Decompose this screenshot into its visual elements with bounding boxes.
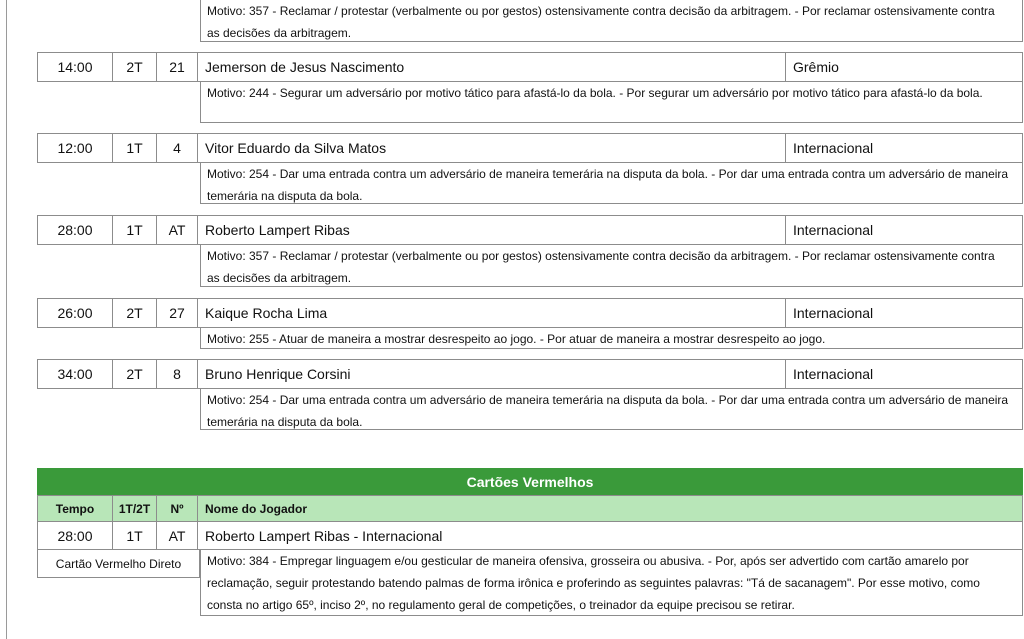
column-header-player: Nome do Jogador: [205, 501, 308, 516]
card-motivo: Motivo: 254 - Dar uma entrada contra um adversário de maneira temerária na disputa da bola. - Por dar uma entrada contra um adversário de maneira temerária na disputa da bola.: [200, 389, 1023, 430]
red-card-motivo: Motivo: 384 - Empregar linguagem e/ou gesticular de maneira ofensiva, grosseira ou abusiva. - Por, após ser advertido com cartão amarelo por reclamação, seguir protestando batendo palmas de forma irônica e proferindo as seguintes palavras: "Tá de sacanagem". Por esse motivo, como consta no artigo 65º, inciso 2º, no regulamento geral de competições, o treinador da equipe precisou se retirar.: [200, 550, 1023, 616]
red-card-player: Roberto Lampert Ribas - Internacional: [205, 527, 443, 544]
card-number: 27: [157, 299, 198, 327]
column-header-time: Tempo: [38, 496, 113, 521]
red-card-type: Cartão Vermelho Direto: [37, 550, 200, 578]
card-half: 2T: [113, 53, 157, 81]
card-half: 1T: [113, 134, 157, 162]
card-number: 21: [157, 53, 198, 81]
yellow-card-row: [37, 298, 1023, 328]
card-number: AT: [157, 216, 198, 244]
red-cards-title: Cartões Vermelhos: [37, 468, 1023, 495]
yellow-card-row: [37, 133, 1023, 163]
card-team: Internacional: [793, 305, 874, 321]
card-motivo: Motivo: 254 - Dar uma entrada contra um adversário de maneira temerária na disputa da bola. - Por dar uma entrada contra um adversário de maneira temerária na disputa da bola.: [200, 163, 1023, 204]
card-time: 28:00: [38, 216, 113, 244]
card-player: Vitor Eduardo da Silva Matos: [198, 134, 786, 162]
red-card-time: 28:00: [38, 522, 113, 549]
card-time: 14:00: [38, 53, 113, 81]
card-time: 26:00: [38, 299, 113, 327]
card-time: 34:00: [38, 360, 113, 388]
yellow-card-row: [37, 52, 1023, 82]
card-number: 8: [157, 360, 198, 388]
red-card-half: 1T: [113, 522, 157, 549]
card-time: 12:00: [38, 134, 113, 162]
card-half: 2T: [113, 299, 157, 327]
card-motivo: Motivo: 357 - Reclamar / protestar (verbalmente ou por gestos) ostensivamente contra decisão da arbitragem. - Por reclamar ostensivamente contra as decisões da arbitragem.: [200, 245, 1023, 287]
card-motivo: Motivo: 357 - Reclamar / protestar (verbalmente ou por gestos) ostensivamente contra decisão da arbitragem. - Por reclamar ostensivamente contra as decisões da arbitragem.: [200, 0, 1023, 42]
card-player: Roberto Lampert Ribas: [198, 216, 786, 244]
card-player: Bruno Henrique Corsini: [198, 360, 786, 388]
card-half: 2T: [113, 360, 157, 388]
yellow-card-row: [37, 215, 1023, 245]
card-team: Internacional: [793, 222, 874, 238]
page-left-border: [6, 0, 7, 639]
card-player: Jemerson de Jesus Nascimento: [198, 53, 786, 81]
card-motivo: Motivo: 244 - Segurar um adversário por motivo tático para afastá-lo da bola. - Por segurar um adversário por motivo tático para afastá-lo da bola.: [200, 82, 1023, 123]
red-card-row: [37, 522, 1023, 550]
card-team: Grêmio: [793, 59, 839, 75]
card-team: Internacional: [793, 366, 874, 382]
red-cards-column-headers: [37, 495, 1023, 522]
column-header-half: 1T/2T: [113, 496, 157, 521]
card-team: Internacional: [793, 140, 874, 156]
yellow-card-row: [37, 359, 1023, 389]
card-motivo: Motivo: 255 - Atuar de maneira a mostrar desrespeito ao jogo. - Por atuar de maneira a mostrar desrespeito ao jogo.: [200, 328, 1023, 349]
red-card-number: AT: [157, 522, 198, 549]
card-number: 4: [157, 134, 198, 162]
column-header-number: Nº: [157, 496, 198, 521]
card-half: 1T: [113, 216, 157, 244]
card-player: Kaique Rocha Lima: [198, 299, 786, 327]
